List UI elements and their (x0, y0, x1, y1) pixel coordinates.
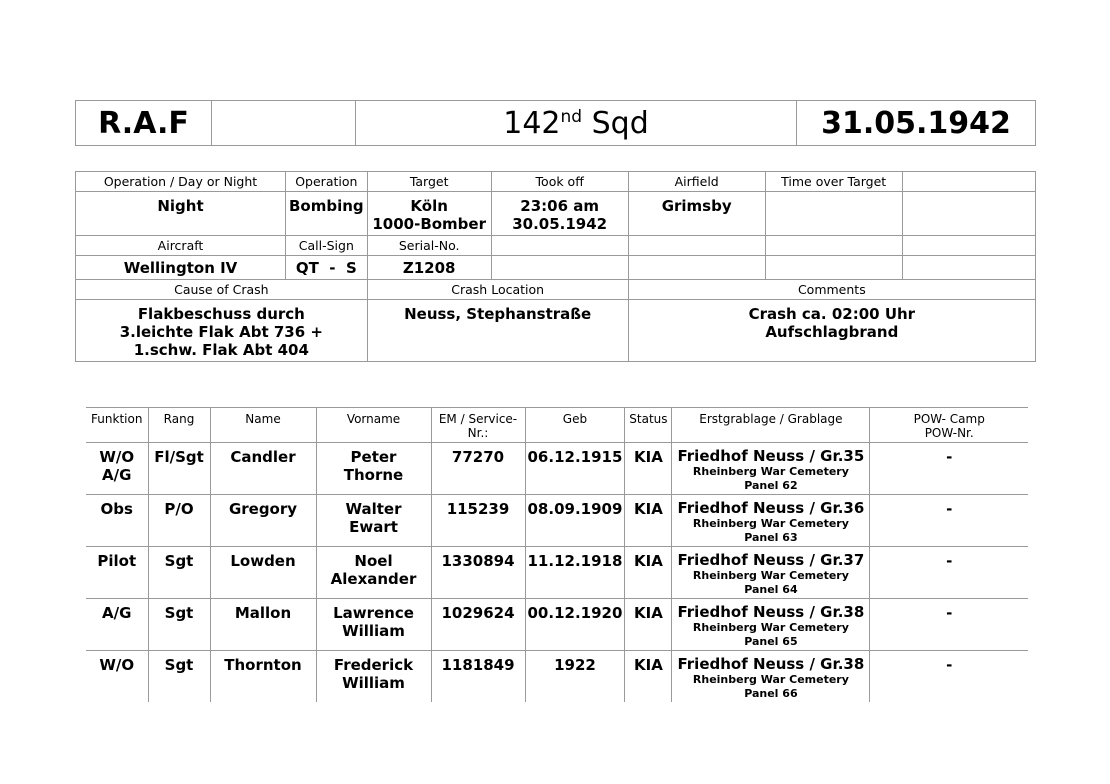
crew-table (86, 407, 1028, 702)
grablage-main: Friedhof Neuss / Gr.38 (677, 603, 865, 621)
took-off-line1: 23:06 am (520, 197, 600, 215)
crash-location-value: Neuss, Stephanstraße (367, 300, 628, 362)
call-sign-label: Call-Sign (286, 236, 368, 256)
status-cell: KIA (625, 547, 672, 599)
funktion-cell (86, 651, 148, 703)
operation-label: Operation (286, 172, 368, 192)
funktion-line1: W/O (99, 656, 135, 674)
service-nr-header (431, 408, 525, 443)
name-cell: Lowden (210, 547, 316, 599)
funktion-cell (86, 599, 148, 651)
grablage-cell (672, 443, 870, 495)
vorname-line2: Alexander (330, 570, 417, 588)
empty-cell (902, 192, 1035, 236)
empty-cell (628, 256, 765, 280)
empty-cell (765, 236, 902, 256)
vorname-line1: Lawrence (333, 604, 414, 622)
crew-row (86, 443, 1028, 495)
took-off-line2: 30.05.1942 (512, 215, 608, 233)
service-nr-cell: 115239 (431, 495, 525, 547)
pow-header (870, 408, 1028, 443)
grablage-sub: Rheinberg War Cemetery Panel 64 (692, 569, 849, 596)
grablage-cell (672, 651, 870, 703)
funktion-cell (86, 547, 148, 599)
pow-cell: - (870, 443, 1028, 495)
empty-cell (902, 236, 1035, 256)
rang-header: Rang (148, 408, 210, 443)
serial-no-label: Serial-No. (367, 236, 491, 256)
rang-cell: Sgt (148, 599, 210, 651)
service-nr-cell: 1029624 (431, 599, 525, 651)
grablage-main: Friedhof Neuss / Gr.35 (677, 447, 865, 465)
vorname-header: Vorname (316, 408, 431, 443)
header-empty-cell (212, 101, 356, 146)
took-off-value (491, 192, 628, 236)
comments-label: Comments (628, 280, 1035, 300)
aircraft-value: Wellington IV (76, 256, 286, 280)
crew-row (86, 599, 1028, 651)
geb-cell: 06.12.1915 (525, 443, 625, 495)
vorname-cell (316, 599, 431, 651)
cause-line1: Flakbeschuss durch (137, 305, 305, 323)
cause-line3: 1.schw. Flak Abt 404 (133, 341, 309, 359)
pow-cell: - (870, 495, 1028, 547)
crew-row (86, 547, 1028, 599)
op-day-night-label: Operation / Day or Night (76, 172, 286, 192)
status-header: Status (625, 408, 672, 443)
rang-cell: Fl/Sgt (148, 443, 210, 495)
airfield-value: Grimsby (628, 192, 765, 236)
grablage-sub: Rheinberg War Cemetery Panel 65 (692, 621, 849, 648)
took-off-label: Took off (491, 172, 628, 192)
comments-line2: Aufschlagbrand (765, 323, 899, 341)
service-nr-cell: 1181849 (431, 651, 525, 703)
grablage-cell (672, 547, 870, 599)
header-table (75, 100, 1036, 146)
status-cell: KIA (625, 495, 672, 547)
target-label: Target (367, 172, 491, 192)
comments-line1: Crash ca. 02:00 Uhr (748, 305, 916, 323)
name-cell: Mallon (210, 599, 316, 651)
grablage-main: Friedhof Neuss / Gr.38 (677, 655, 865, 673)
aircraft-label: Aircraft (76, 236, 286, 256)
funktion-line2: A/G (102, 466, 132, 484)
geb-header: Geb (525, 408, 625, 443)
squadron-ordinal: nd (560, 106, 583, 127)
empty-cell (628, 236, 765, 256)
pow-cell: - (870, 547, 1028, 599)
vorname-cell (316, 443, 431, 495)
funktion-cell (86, 443, 148, 495)
empty-cell (491, 256, 628, 280)
operation-value: Bombing (286, 192, 368, 236)
squadron-suffix: Sqd (582, 105, 649, 141)
rang-cell: P/O (148, 495, 210, 547)
cause-of-crash-label: Cause of Crash (76, 280, 368, 300)
vorname-cell (316, 547, 431, 599)
empty-cell (902, 172, 1035, 192)
empty-cell (765, 256, 902, 280)
vorname-line1: Frederick (333, 656, 414, 674)
funktion-line1: Pilot (97, 552, 137, 570)
funktion-line1: A/G (102, 604, 132, 622)
pow-cell: - (946, 656, 953, 674)
grablage-cell (672, 495, 870, 547)
funktion-line1: W/O (99, 448, 135, 466)
grablage-sub: Rheinberg War Cemetery Panel 62 (692, 465, 849, 492)
time-over-target-label: Time over Target (765, 172, 902, 192)
name-header: Name (210, 408, 316, 443)
name-cell: Thornton (210, 651, 316, 703)
empty-cell (902, 256, 1035, 280)
target-line2: 1000-Bomber (372, 215, 486, 233)
funktion-header: Funktion (86, 408, 148, 443)
pow-header-line2: POW-Nr. (924, 426, 974, 440)
vorname-line1: Noel (354, 552, 393, 570)
funktion-cell (86, 495, 148, 547)
cause-of-crash-value (76, 300, 368, 362)
crash-location-label: Crash Location (367, 280, 628, 300)
mission-date: 31.05.1942 (797, 101, 1036, 146)
pow-cell: - (870, 599, 1028, 651)
service-nr-cell: 77270 (431, 443, 525, 495)
operation-table (75, 171, 1036, 362)
rang-cell: Sgt (148, 651, 210, 703)
grablage-main: Friedhof Neuss / Gr.37 (677, 551, 865, 569)
crew-row (86, 651, 1028, 703)
comments-value (628, 300, 1035, 362)
service-nr-cell: 1330894 (431, 547, 525, 599)
name-cell: Candler (210, 443, 316, 495)
target-value (367, 192, 491, 236)
empty-cell (491, 236, 628, 256)
day-night-value: Night (76, 192, 286, 236)
call-sign-value: QT - S (286, 256, 368, 280)
cause-line2: 3.leichte Flak Abt 736 + (119, 323, 323, 341)
airfield-label: Airfield (628, 172, 765, 192)
geb-cell: 1922 (525, 651, 625, 703)
crew-row (86, 495, 1028, 547)
vorname-line1: Walter Ewart (345, 500, 402, 536)
service-nr-header-line2: Nr.: (467, 426, 489, 440)
time-over-target-value (765, 192, 902, 236)
vorname-line2: William (342, 622, 405, 640)
rang-cell: Sgt (148, 547, 210, 599)
service-nr-header-line1: EM / Service- (438, 412, 518, 426)
squadron-number: 142 (503, 105, 561, 141)
grablage-header: Erstgrablage / Grablage (672, 408, 870, 443)
grablage-cell (672, 599, 870, 651)
vorname-cell (316, 495, 431, 547)
grablage-sub: Rheinberg War Cemetery Panel 66 (692, 673, 849, 700)
geb-cell: 00.12.1920 (525, 599, 625, 651)
geb-cell: 08.09.1909 (525, 495, 625, 547)
funktion-line1: Obs (100, 500, 133, 518)
status-cell: KIA (625, 443, 672, 495)
target-line1: Köln (410, 197, 448, 215)
vorname-cell (316, 651, 431, 703)
crew-header-row (86, 408, 1028, 443)
status-cell: KIA (625, 599, 672, 651)
status-cell: KIA (625, 651, 672, 703)
grablage-main: Friedhof Neuss / Gr.36 (677, 499, 865, 517)
serial-no-value: Z1208 (367, 256, 491, 280)
geb-cell: 11.12.1918 (525, 547, 625, 599)
squadron-label (356, 101, 797, 146)
vorname-line2: William (342, 674, 405, 692)
vorname-line1: Peter Thorne (343, 448, 404, 484)
name-cell: Gregory (210, 495, 316, 547)
force-label: R.A.F (76, 101, 212, 146)
grablage-sub: Rheinberg War Cemetery Panel 63 (692, 517, 849, 544)
pow-header-line1: POW- Camp (913, 412, 985, 426)
